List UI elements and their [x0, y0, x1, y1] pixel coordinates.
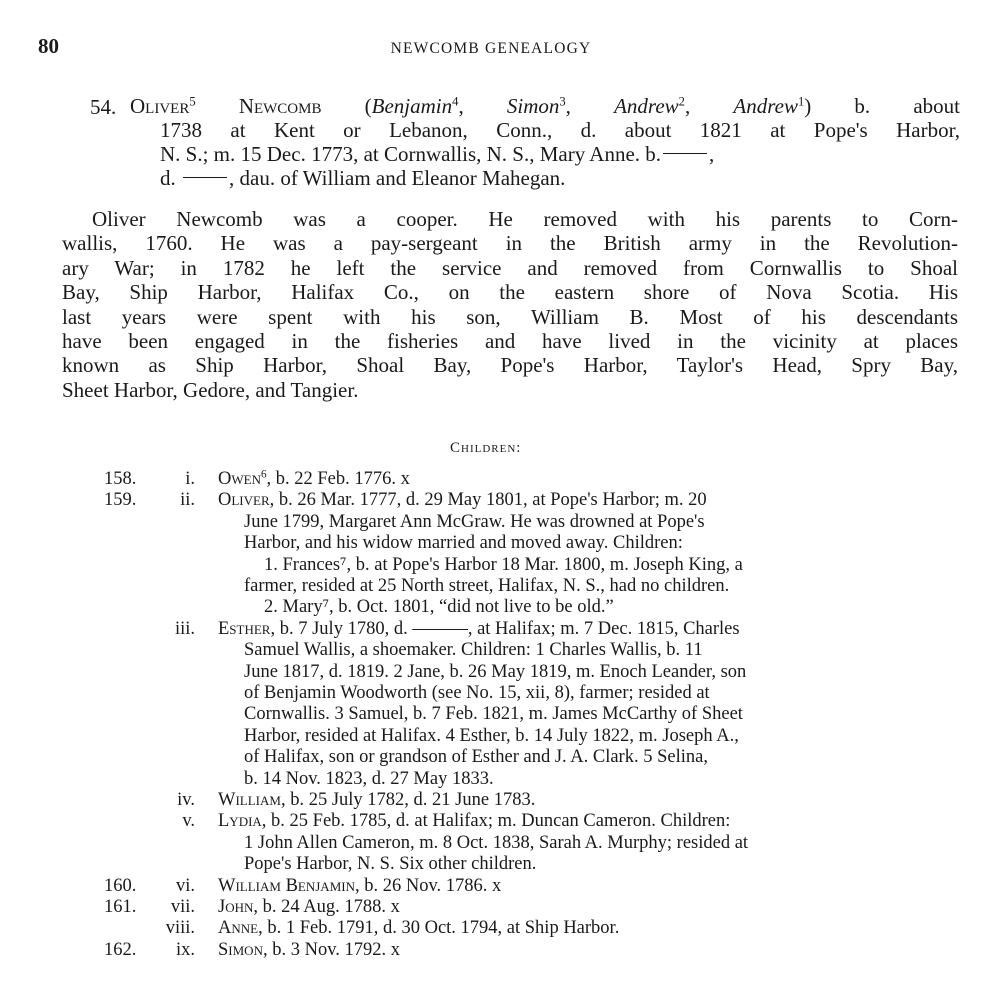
entry-heading-line-4 — [160, 166, 565, 190]
child-register-number: 158. — [104, 469, 137, 489]
biography-line: known as Ship Harbor, Shoal Bay, Pope's Harbor, Taylor's Head, Spry Bay, — [62, 353, 958, 378]
child-text: Cornwallis. 3 Samuel, b. 7 Feb. 1821, m. James McCarthy of Sheet — [244, 704, 743, 725]
child-register-number: 161. — [104, 897, 137, 917]
running-head: NEWCOMB GENEALOGY — [390, 40, 592, 57]
entry-heading-line-2: 1738 at Kent or Lebanon, Conn., d. about 1821 at Pope's Harbor, — [160, 118, 960, 142]
entry-line-4-pre: d. — [160, 166, 176, 190]
entry-given-name: Oliver — [130, 94, 190, 118]
child-entry — [218, 896, 400, 918]
biography-line: Sheet Harbor, Gedore, and Tangier. — [62, 377, 359, 402]
lineage-1-gen: 4 — [452, 94, 459, 109]
child-details: , b. 1 Feb. 1791, d. 30 Oct. 1794, at Ship Harbor. — [258, 918, 620, 939]
child-roman-numeral: vii. — [170, 897, 195, 917]
child-text: of Benjamin Woodworth (see No. 15, xii, 8), farmer; resided at — [244, 683, 710, 703]
blank-dash — [663, 153, 707, 154]
entry-line-4-post: , dau. of William and Eleanor Mahegan. — [229, 166, 566, 190]
child-text: of Halifax, son or grandson of Esther and J. A. Clark. 5 Selina, — [244, 747, 708, 768]
child-name: Simon — [218, 939, 263, 960]
generation-sup: 5 — [189, 94, 196, 109]
child-entry — [218, 489, 707, 511]
entry-number: 54. — [90, 95, 117, 119]
child-roman-numeral: viii. — [165, 918, 195, 939]
lineage-2-gen: 3 — [559, 94, 566, 109]
child-details: , b. 22 Feb. 1776. x — [266, 469, 410, 489]
children-heading: Children: — [450, 440, 522, 456]
child-name: Oliver — [218, 490, 270, 511]
child-entry — [218, 618, 740, 640]
blank-dash — [183, 177, 227, 178]
child-text: 2. Mary⁷, b. Oct. 1801, “did not live to be old.” — [264, 597, 614, 618]
child-details: , b. 26 Nov. 1786. x — [354, 875, 502, 896]
child-entry — [218, 810, 730, 832]
child-entry — [218, 939, 400, 961]
child-entry — [218, 917, 619, 939]
child-details: , b. 7 July 1780, d. ———, at Halifax; m. 7 Dec. 1815, Charles — [270, 618, 740, 639]
child-details: , b. 25 July 1782, d. 21 June 1783. — [280, 790, 536, 810]
biography-line: Oliver Newcomb was a cooper. He removed with his parents to Corn- — [92, 207, 958, 231]
child-text: June 1799, Margaret Ann McGraw. He was drowned at Pope's — [244, 511, 705, 532]
lineage-1: Benjamin — [371, 94, 453, 118]
biography-line: Bay, Ship Harbor, Halifax Co., on the eastern shore of Nova Scotia. His — [62, 280, 958, 305]
child-name: William — [218, 790, 281, 810]
child-name: John — [218, 897, 254, 917]
child-details: , b. 3 Nov. 1792. x — [262, 939, 401, 960]
biography-line: last years were spent with his son, William B. Most of his descendants — [62, 304, 958, 329]
child-name: Owen — [218, 469, 261, 489]
biography-line: wallis, 1760. He was a pay-sergeant in the British army in the Revolution- — [62, 231, 958, 256]
child-roman-numeral: ix. — [175, 939, 195, 960]
page-number: 80 — [38, 34, 59, 58]
child-name: William Benjamin — [218, 875, 355, 896]
child-text: farmer, resided at 25 North street, Halifax, N. S., had no children. — [244, 576, 730, 596]
child-name: Anne — [218, 918, 259, 939]
entry-surname: Newcomb — [238, 94, 322, 118]
child-text: Harbor, and his widow married and moved away. Children: — [244, 533, 683, 554]
child-details: , b. 26 Mar. 1777, d. 29 May 1801, at Pope's Harbor; m. 20 — [269, 490, 707, 511]
child-generation-sup: 6 — [260, 468, 267, 481]
child-register-number: 159. — [104, 490, 137, 511]
child-roman-numeral: i. — [185, 469, 195, 489]
entry-line-1-tail: ) b. about — [804, 94, 961, 118]
child-entry — [218, 875, 501, 897]
child-name: Esther — [218, 618, 271, 639]
child-details: , b. 24 Aug. 1788. x — [253, 897, 400, 917]
child-text: b. 14 Nov. 1823, d. 27 May 1833. — [244, 768, 494, 789]
lineage-3: Andrew — [614, 94, 679, 118]
lineage-4-gen: 1 — [797, 94, 805, 109]
child-roman-numeral: v. — [182, 811, 195, 832]
entry-heading-line-1: Oliver$^5$ Newcomb (Benjamin$^4$, Simon$^3$, Andrew$^2$, Andrew$^1$) b. about — [130, 94, 961, 118]
child-roman-numeral: iv. — [177, 790, 195, 810]
child-register-number: 162. — [104, 939, 137, 960]
entry-line-3-text: N. S.; m. 15 Dec. 1773, at Cornwallis, N. S., Mary Anne. b. — [160, 142, 662, 166]
child-text: 1. Frances⁷, b. at Pope's Harbor 18 Mar. 1800, m. Joseph King, a — [264, 554, 743, 575]
child-text: June 1817, d. 1819. 2 Jane, b. 26 May 1819, m. Enoch Leander, son — [244, 661, 747, 682]
child-entry — [218, 468, 410, 490]
biography-line: have been engaged in the fisheries and have lived in the vicinity at places — [62, 329, 958, 353]
child-name: Lydia — [218, 811, 262, 832]
lineage-3-gen: 2 — [678, 94, 685, 109]
child-text: Samuel Wallis, a shoemaker. Children: 1 Charles Wallis, b. 11 — [244, 640, 703, 661]
lineage-4: Andrew — [733, 94, 798, 118]
lineage-2: Simon — [506, 94, 560, 118]
child-text: 1 John Allen Cameron, m. 8 Oct. 1838, Sarah A. Murphy; resided at — [244, 832, 749, 853]
child-roman-numeral: iii. — [174, 618, 195, 639]
child-details: , b. 25 Feb. 1785, d. at Halifax; m. Duncan Cameron. Children: — [261, 811, 731, 832]
child-roman-numeral: vi. — [175, 875, 195, 896]
child-text: Pope's Harbor, N. S. Six other children. — [244, 854, 537, 875]
biography-line: ary War; in 1782 he left the service and removed from Cornwallis to Shoal — [62, 255, 958, 280]
entry-heading-line-3: N. S.; m. 15 Dec. 1773, at Cornwallis, N. S., Mary Anne. b. , — [160, 142, 715, 166]
child-roman-numeral: ii. — [180, 490, 195, 511]
child-text: Harbor, resided at Halifax. 4 Esther, b. 14 July 1822, m. Joseph A., — [244, 725, 739, 746]
child-entry — [218, 789, 535, 811]
child-register-number: 160. — [104, 875, 137, 896]
